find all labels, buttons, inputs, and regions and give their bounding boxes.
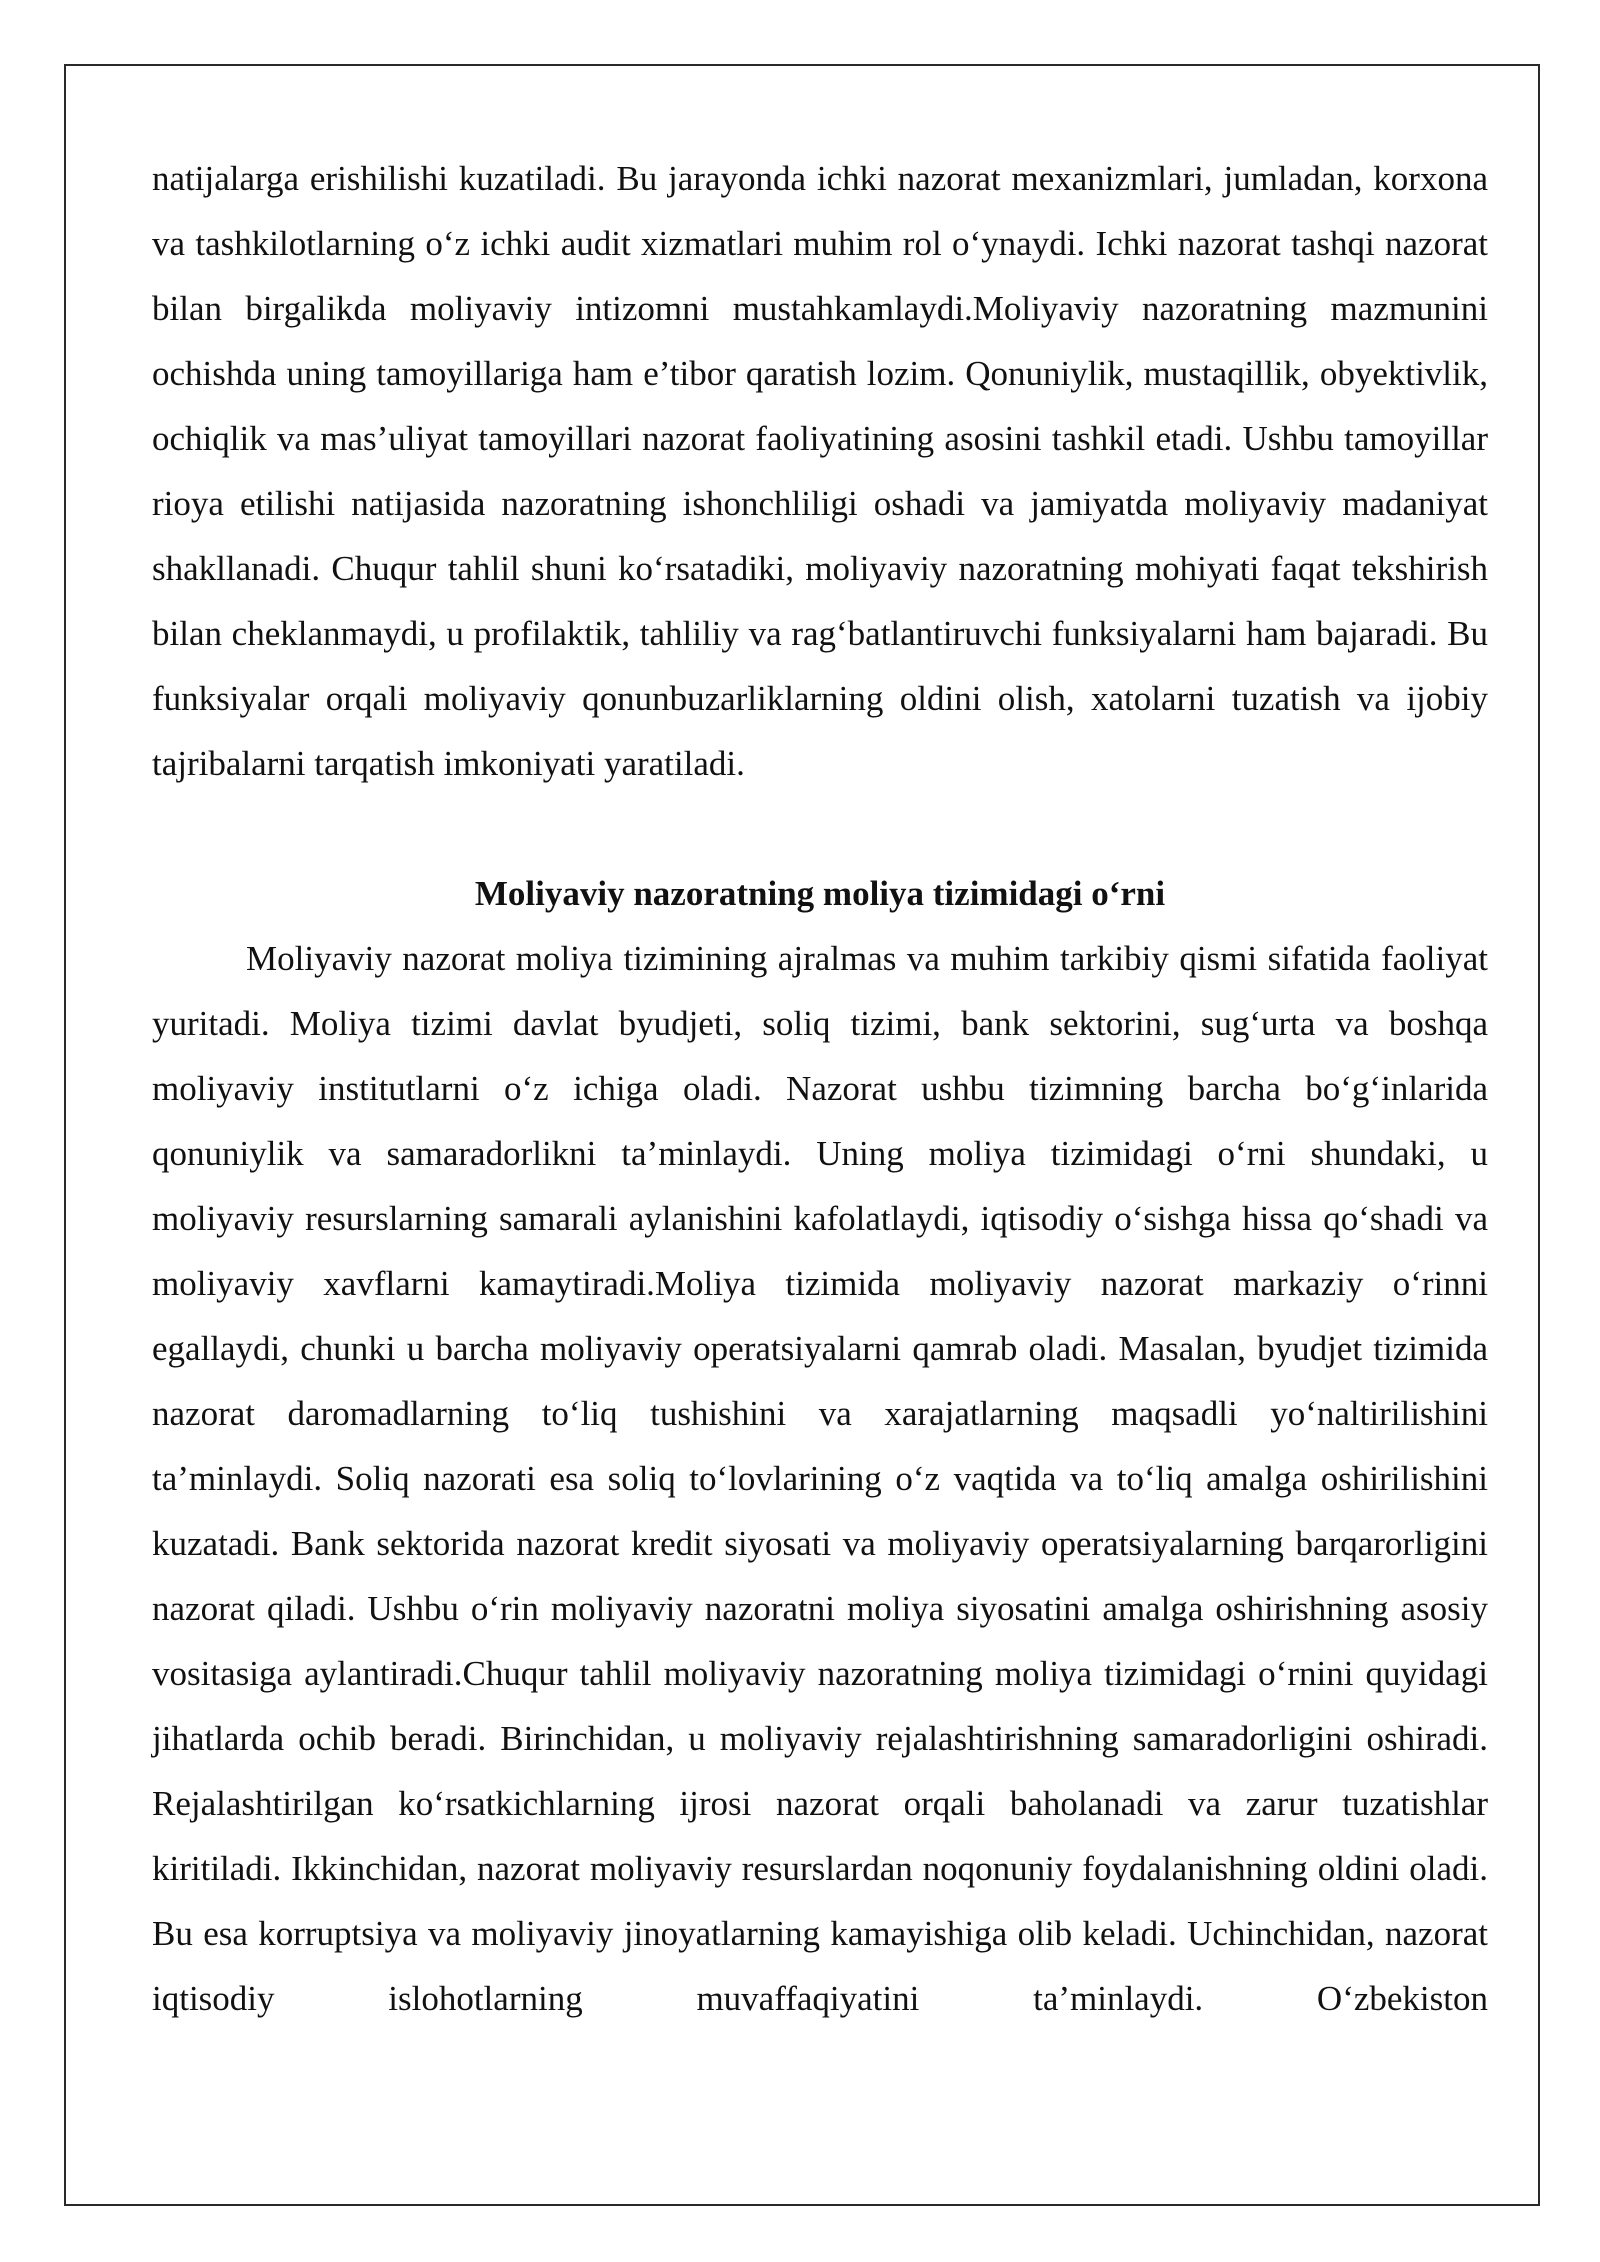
body-paragraph-continued: natijalarga erishilishi kuzatiladi. Bu jarayonda ichki nazorat mexanizmlari, jumladan, korxona va tashkilotlarning o‘z ichki audit xizmatlari muhim rol o‘ynaydi. Ichki nazorat tashqi nazorat bilan birgalikda moliyaviy intizomni mustahkamlaydi.Moliyaviy nazoratning mazmunini ochishda uning tamoyillariga ham e’tibor qaratish lozim. Qonuniylik, mustaqillik, obyektivlik, ochiqlik va mas’uliyat tamoyillari nazorat faoliyatining asosini tashkil etadi. Ushbu tamoyillar rioya etilishi natijasida nazoratning ishonchliligi oshadi va jamiyatda moliyaviy madaniyat shakllanadi. Chuqur tahlil shuni ko‘rsatadiki, moliyaviy nazoratning mohiyati faqat tekshirish bilan cheklanmaydi, u profilaktik, tahliliy va rag‘batlantiruvchi funksiyalarni ham bajaradi. Bu funksiyalar orqali moliyaviy qonunbuzarliklarning oldini olish, xatolarni tuzatish va ijobiy tajribalarni tarqatish imkoniyati yaratiladi. <box>152 159 1488 783</box>
body-paragraph: Moliyaviy nazorat moliya tizimining ajralmas va muhim tarkibiy qismi sifatida faoliyat yuritadi. Moliya tizimi davlat byudjeti, soliq tizimi, bank sektorini, sug‘urta va boshqa moliyaviy institutlarni o‘z ichiga oladi. Nazorat ushbu tizimning barcha bo‘g‘inlarida qonuniylik va samaradorlikni ta’minlaydi. Uning moliya tizimidagi o‘rni shundaki, u moliyaviy resurslarning samarali aylanishini kafolatlaydi, iqtisodiy o‘sishga hissa qo‘shadi va moliyaviy xavflarni kamaytiradi.Moliya tizimida moliyaviy nazorat markaziy o‘rinni egallaydi, chunki u barcha moliyaviy operatsiyalarni qamrab oladi. Masalan, byudjet tizimida nazorat daromadlarning to‘liq tushishini va xarajatlarning maqsadli yo‘naltirilishini ta’minlaydi. Soliq nazorati esa soliq to‘lovlarining o‘z vaqtida va to‘liq amalga oshirilishini kuzatadi. Bank sektorida nazorat kredit siyosati va moliyaviy operatsiyalarning barqarorligini nazorat qiladi. Ushbu o‘rin moliyaviy nazoratni moliya siyosatini amalga oshirishning asosiy vositasiga aylantiradi.Chuqur tahlil moliyaviy nazoratning moliya tizimidagi o‘rnini quyidagi jihatlarda ochib beradi. Birinchidan, u moliyaviy rejalashtirishning samaradorligini oshiradi. Rejalashtirilgan ko‘rsatkichlarning ijrosi nazorat orqali baholanadi va zarur tuzatishlar kiritiladi. Ikkinchidan, nazorat moliyaviy resurslardan noqonuniy foydalanishning oldini oladi. Bu esa korruptsiya va moliyaviy jinoyatlarning kamayishiga olib keladi. Uchinchidan, nazorat iqtisodiy islohotlarning muvaffaqiyatini ta’minlaydi. O‘zbekiston <box>152 939 1488 2018</box>
section-heading: Moliyaviy nazoratning moliya tizimidagi o‘rni <box>474 874 1166 913</box>
